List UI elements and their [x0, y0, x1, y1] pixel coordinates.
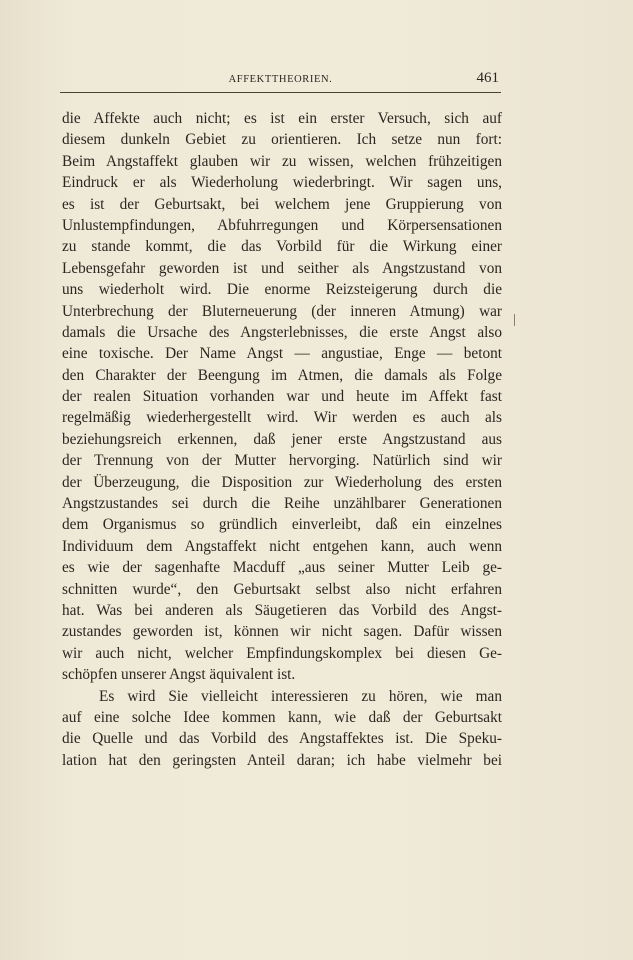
text-line: Individuum dem Angstaffekt nicht entgehen kann, auch wenn: [62, 537, 502, 555]
paragraph-first-line: Es wird Sie vielleicht interessieren zu hören, wie man: [99, 687, 502, 705]
text-line: Unterbrechung der Bluterneuerung (der inneren Atmung) war: [62, 302, 502, 320]
text-line: schnitten wurde“, den Geburtsakt selbst also nicht erfahren: [62, 580, 502, 598]
text-line: Unlustempfindungen, Abfuhrregungen und Körpersensationen: [62, 216, 502, 234]
text-line: wir auch nicht, welcher Empfindungskomplex bei diesen Ge-: [62, 644, 502, 662]
text-line: es ist der Geburtsakt, bei welchem jene Gruppierung von: [62, 195, 502, 213]
text-line: dem Organismus so gründlich einverleibt, daß ein einzelnes: [62, 516, 502, 534]
text-line: Beim Angstaffekt glauben wir zu wissen, welchen frühzeitigen: [62, 152, 502, 170]
text-line: hat. Was bei anderen als Säugetieren das Vorbild des Angst-: [62, 601, 502, 619]
text-line: Eindruck er als Wiederholung wiederbringt. Wir sagen uns,: [62, 174, 502, 192]
text-line: beziehungsreich erkennen, daß jener erste Angstzustand aus: [62, 430, 502, 448]
running-title: AFFEKTTHEORIEN.: [228, 74, 333, 85]
text-line: lation hat den geringsten Anteil daran; ich habe vielmehr bei: [62, 751, 502, 769]
page-number: 461: [476, 70, 499, 86]
text-line: der realen Situation vorhanden war und heute im Affekt fast: [62, 388, 502, 406]
text-line: den Charakter der Beengung im Atmen, die damals als Folge: [62, 366, 502, 384]
text-line: der Trennung von der Mutter hervorging. Natürlich sind wir: [62, 452, 502, 470]
text-line: Lebensgefahr geworden ist und seither als Angstzustand von: [62, 259, 502, 277]
text-line: damals die Ursache des Angsterlebnisses, die erste Angst also: [62, 323, 502, 341]
text-line: zu stande kommt, die das Vorbild für die Wirkung einer: [62, 238, 502, 256]
text-line: uns wiederholt wird. Die enorme Reizsteigerung durch die: [62, 281, 502, 299]
text-line: zustandes geworden ist, können wir nicht sagen. Dafür wissen: [62, 623, 502, 641]
text-line: der Überzeugung, die Disposition zur Wiederholung des ersten: [62, 473, 502, 491]
text-line: die Affekte auch nicht; es ist ein erster Versuch, sich auf: [62, 110, 502, 127]
text-line: Angstzustandes sei durch die Reihe unzählbarer Generationen: [62, 495, 502, 513]
text-line: eine toxische. Der Name Angst — angustiae, Enge — betont: [62, 345, 502, 363]
margin-mark: [514, 314, 515, 326]
text-line: die Quelle und das Vorbild des Angstaffektes ist. Die Speku-: [62, 730, 502, 748]
page-header: [60, 70, 501, 93]
text-line: auf eine solche Idee kommen kann, wie daß der Geburtsakt: [62, 708, 502, 726]
paragraph-last-line: schöpfen unserer Angst äquivalent ist.: [62, 666, 296, 684]
body-text: [62, 108, 502, 771]
text-line: es wie der sagenhafte Macduff „aus seiner Mutter Leib ge-: [62, 559, 502, 577]
text-line: diesem dunkeln Gebiet zu orientieren. Ich setze nun fort:: [62, 131, 502, 149]
text-line: regelmäßig wiederhergestellt wird. Wir werden es auch als: [62, 409, 502, 427]
